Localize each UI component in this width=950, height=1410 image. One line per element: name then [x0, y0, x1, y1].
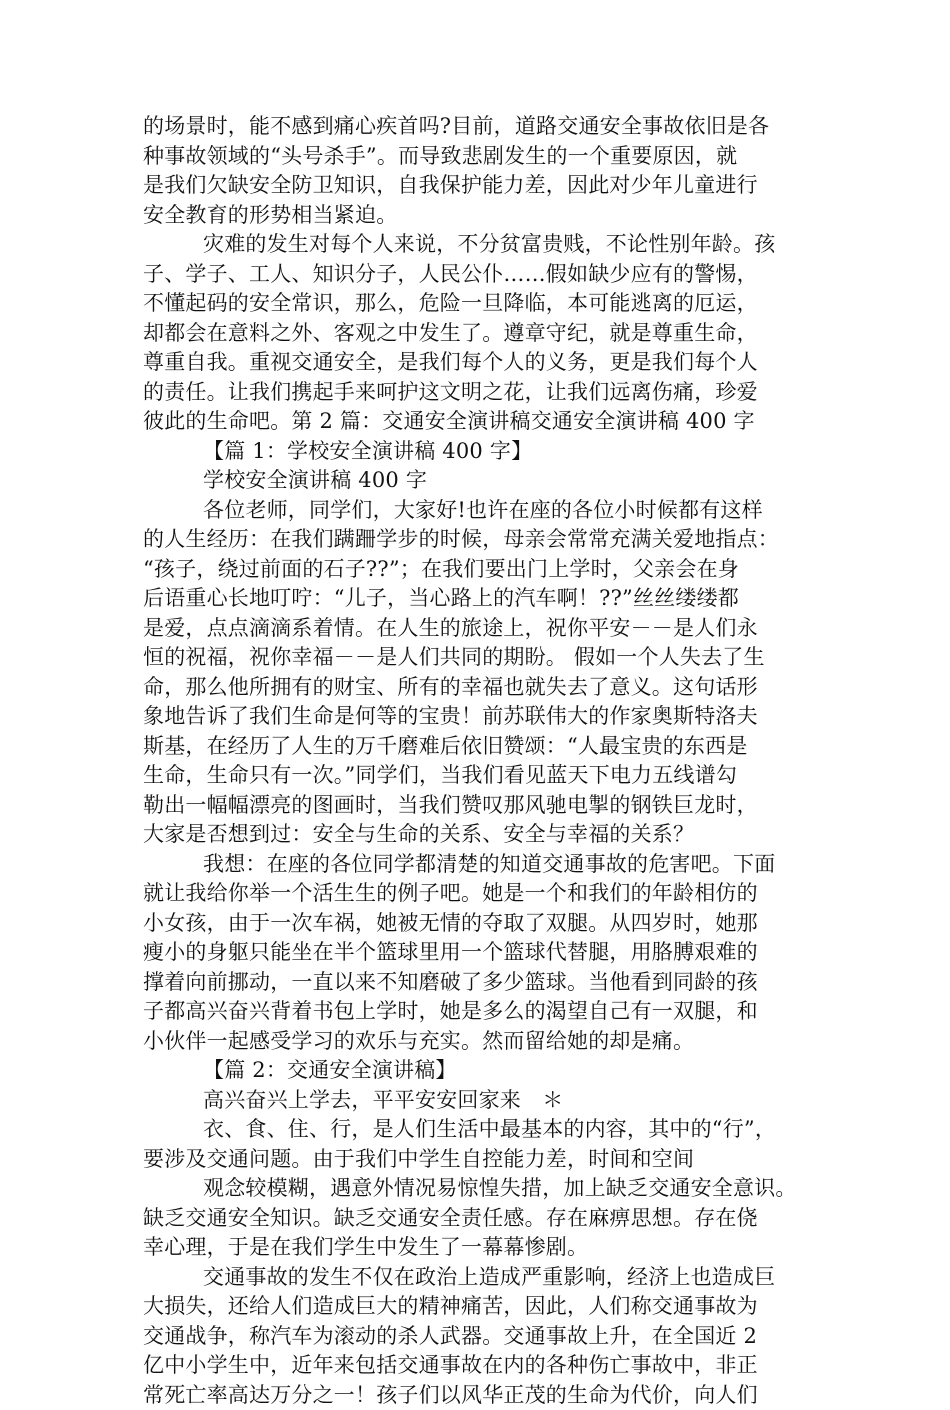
text-line: 尊重自我。重视交通安全，是我们每个人的义务，更是我们每个人 [143, 348, 829, 378]
text-line: 大家是否想到过：安全与生命的关系、安全与幸福的关系？ [143, 820, 829, 850]
text-line: 撑着向前挪动，一直以来不知磨破了多少篮球。当他看到同龄的孩 [143, 968, 829, 998]
text-line: 的人生经历：在我们蹒跚学步的时候，母亲会常常充满关爱地指点： [143, 525, 829, 555]
text-line: 衣、食、住、行，是人们生活中最基本的内容，其中的“行”， [143, 1115, 829, 1145]
text-line: 【篇 1：学校安全演讲稿 400 字】 [143, 437, 829, 467]
text-line: 子都高兴奋兴背着书包上学时，她是多么的渴望自己有一双腿，和 [143, 997, 829, 1027]
text-line: 象地告诉了我们生命是何等的宝贵！前苏联伟大的作家奥斯特洛夫 [143, 702, 829, 732]
text-line: 要涉及交通问题。由于我们中学生自控能力差，时间和空间 [143, 1145, 829, 1175]
text-line: 种事故领域的“头号杀手”。而导致悲剧发生的一个重要原因，就 [143, 142, 829, 172]
text-line: 恒的祝福，祝你幸福－－是人们共同的期盼。 假如一个人失去了生 [143, 643, 829, 673]
text-line: 后语重心长地叮咛：“儿子，当心路上的汽车啊！??”丝丝缕缕都 [143, 584, 829, 614]
text-line: 幸心理，于是在我们学生中发生了一幕幕惨剧。 [143, 1233, 829, 1263]
text-line: 各位老师，同学们，大家好!也许在座的各位小时候都有这样 [143, 496, 829, 526]
text-line: 常死亡率高达万分之一！孩子们以风华正茂的生命为代价，向人们 [143, 1381, 829, 1410]
text-line: “孩子，绕过前面的石子??”；在我们要出门上学时，父亲会在身 [143, 555, 829, 585]
text-line: 交通事故的发生不仅在政治上造成严重影响，经济上也造成巨 [143, 1263, 829, 1293]
text-line: 的场景时，能不感到痛心疾首吗?目前，道路交通安全事故依旧是各 [143, 112, 829, 142]
text-line: 缺乏交通安全知识。缺乏交通安全责任感。存在麻痹思想。存在侥 [143, 1204, 829, 1234]
text-line: 灾难的发生对每个人来说，不分贫富贵贱，不论性别年龄。孩 [143, 230, 829, 260]
text-line: 彼此的生命吧。第 2 篇：交通安全演讲稿交通安全演讲稿 400 字 [143, 407, 829, 437]
text-line: 命，那么他所拥有的财宝、所有的幸福也就失去了意义。这句话形 [143, 673, 829, 703]
text-line: 安全教育的形势相当紧迫。 [143, 201, 829, 231]
text-line: 不懂起码的安全常识，那么，危险一旦降临，本可能逃离的厄运， [143, 289, 829, 319]
text-line: 大损失，还给人们造成巨大的精神痛苦，因此，人们称交通事故为 [143, 1292, 829, 1322]
text-line: 学校安全演讲稿 400 字 [143, 466, 829, 496]
text-line: 高兴奋兴上学去，平平安安回家来 ＊ [143, 1086, 829, 1116]
text-line: 却都会在意料之外、客观之中发生了。遵章守纪，就是尊重生命， [143, 319, 829, 349]
text-line: 是我们欠缺安全防卫知识，自我保护能力差，因此对少年儿童进行 [143, 171, 829, 201]
text-line: 生命，生命只有一次。”同学们，当我们看见蓝天下电力五线谱勾 [143, 761, 829, 791]
document-body [143, 112, 829, 1410]
text-line: 勒出一幅幅漂亮的图画时，当我们赞叹那风驰电掣的钢铁巨龙时， [143, 791, 829, 821]
text-line: 瘦小的身躯只能坐在半个篮球里用一个篮球代替腿，用胳膊艰难的 [143, 938, 829, 968]
text-line: 就让我给你举一个活生生的例子吧。她是一个和我们的年龄相仿的 [143, 879, 829, 909]
text-line: 观念较模糊，遇意外情况易惊惶失措，加上缺乏交通安全意识。 [143, 1174, 829, 1204]
text-line: 的责任。让我们携起手来呵护这文明之花，让我们远离伤痛，珍爱 [143, 378, 829, 408]
text-line: 小伙伴一起感受学习的欢乐与充实。然而留给她的却是痛。 [143, 1027, 829, 1057]
text-line: 小女孩，由于一次车祸，她被无情的夺取了双腿。从四岁时，她那 [143, 909, 829, 939]
text-line: 斯基，在经历了人生的万千磨难后依旧赞颂：“人最宝贵的东西是 [143, 732, 829, 762]
text-line: 亿中小学生中，近年来包括交通事故在内的各种伤亡事故中，非正 [143, 1351, 829, 1381]
text-line: 我想：在座的各位同学都清楚的知道交通事故的危害吧。下面 [143, 850, 829, 880]
text-line: 交通战争，称汽车为滚动的杀人武器。交通事故上升，在全国近 2 [143, 1322, 829, 1352]
text-line: 是爱，点点滴滴系着情。在人生的旅途上，祝你平安－－是人们永 [143, 614, 829, 644]
text-line: 子、学子、工人、知识分子，人民公仆……假如缺少应有的警惕， [143, 260, 829, 290]
text-line: 【篇 2：交通安全演讲稿】 [143, 1056, 829, 1086]
